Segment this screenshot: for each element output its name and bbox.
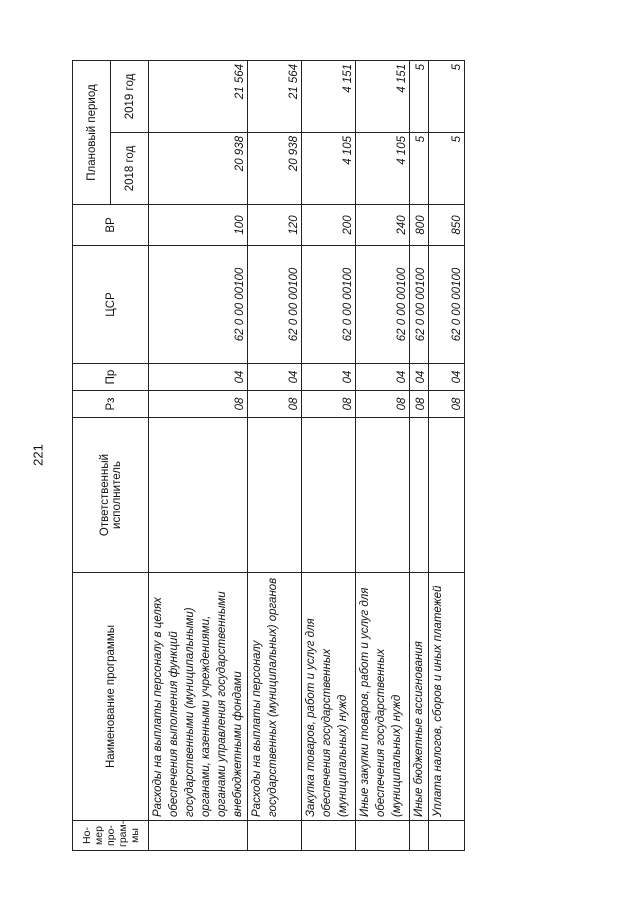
- header-vr: ВР: [73, 205, 149, 246]
- cell-vr: 100: [149, 205, 248, 246]
- cell-num: [356, 821, 410, 851]
- rotated-table-container: [72, 61, 463, 851]
- cell-2018: 5: [429, 133, 465, 205]
- cell-exec: [248, 418, 302, 573]
- header-program-number: Но- мер про- грам- мы: [73, 821, 149, 851]
- cell-num: [429, 821, 465, 851]
- header-year-2018: 2018 год: [111, 133, 149, 205]
- table-row: [429, 60, 465, 850]
- cell-num: [248, 821, 302, 851]
- cell-exec: [149, 418, 248, 573]
- cell-rz: 08: [248, 391, 302, 418]
- cell-2018: 4 105: [356, 133, 410, 205]
- cell-vr: 800: [410, 205, 429, 246]
- cell-exec: [410, 418, 429, 573]
- cell-2018: 4 105: [302, 133, 356, 205]
- header-plan-period: Плановый период: [73, 60, 111, 204]
- cell-name: Иные бюджетные ассигнования: [410, 573, 429, 821]
- cell-vr: 200: [302, 205, 356, 246]
- page-number: 221: [30, 444, 46, 466]
- cell-vr: 240: [356, 205, 410, 246]
- table-row: [248, 60, 302, 850]
- cell-pr: 04: [248, 364, 302, 391]
- table-row: [302, 60, 356, 850]
- cell-2019: 4 151: [356, 60, 410, 132]
- table-row: [410, 60, 429, 850]
- cell-pr: 04: [410, 364, 429, 391]
- header-pr: Пр: [73, 364, 149, 391]
- cell-name: Расходы на выплаты персоналу в целях обеспечения выполнения функций государственными (муниципальными) органами, казенными учреждениями, органами управления государственными внебюджетными фондами: [149, 573, 248, 821]
- cell-rz: 08: [356, 391, 410, 418]
- cell-2019: 21 564: [149, 60, 248, 132]
- table-row: [149, 60, 248, 850]
- cell-rz: 08: [429, 391, 465, 418]
- cell-exec: [302, 418, 356, 573]
- cell-num: [410, 821, 429, 851]
- cell-name: Иные закупки товаров, работ и услуг для обеспечения государственных (муниципальных) нужд: [356, 573, 410, 821]
- cell-num: [302, 821, 356, 851]
- cell-rz: 08: [410, 391, 429, 418]
- header-year-2019: 2019 год: [111, 60, 149, 132]
- cell-csr: 62 0 00 00100: [356, 246, 410, 364]
- cell-2018: 20 938: [149, 133, 248, 205]
- cell-pr: 04: [302, 364, 356, 391]
- header-rz: Рз: [73, 391, 149, 418]
- cell-name: Расходы на выплаты персоналу государственных (муниципальных) органов: [248, 573, 302, 821]
- cell-2019: 5: [410, 60, 429, 132]
- header-csr: ЦСР: [73, 246, 149, 364]
- cell-csr: 62 0 00 00100: [429, 246, 465, 364]
- cell-vr: 850: [429, 205, 465, 246]
- cell-2019: 21 564: [248, 60, 302, 132]
- cell-name: Закупка товаров, работ и услуг для обеспечения государственных (муниципальных) нужд: [302, 573, 356, 821]
- cell-name: Уплата налогов, сборов и иных платежей: [429, 573, 465, 821]
- budget-table: [72, 60, 465, 851]
- cell-csr: 62 0 00 00100: [248, 246, 302, 364]
- cell-exec: [356, 418, 410, 573]
- cell-pr: 04: [356, 364, 410, 391]
- header-program-name: Наименование программы: [73, 573, 149, 821]
- cell-num: [149, 821, 248, 851]
- cell-2019: 4 151: [302, 60, 356, 132]
- cell-exec: [429, 418, 465, 573]
- cell-pr: 04: [429, 364, 465, 391]
- cell-csr: 62 0 00 00100: [149, 246, 248, 364]
- table-row: [356, 60, 410, 850]
- cell-2018: 5: [410, 133, 429, 205]
- cell-2018: 20 938: [248, 133, 302, 205]
- cell-rz: 08: [149, 391, 248, 418]
- cell-csr: 62 0 00 00100: [302, 246, 356, 364]
- cell-vr: 120: [248, 205, 302, 246]
- cell-pr: 04: [149, 364, 248, 391]
- cell-2019: 5: [429, 60, 465, 132]
- header-executor: Ответственный исполнитель: [73, 418, 149, 573]
- cell-rz: 08: [302, 391, 356, 418]
- cell-csr: 62 0 00 00100: [410, 246, 429, 364]
